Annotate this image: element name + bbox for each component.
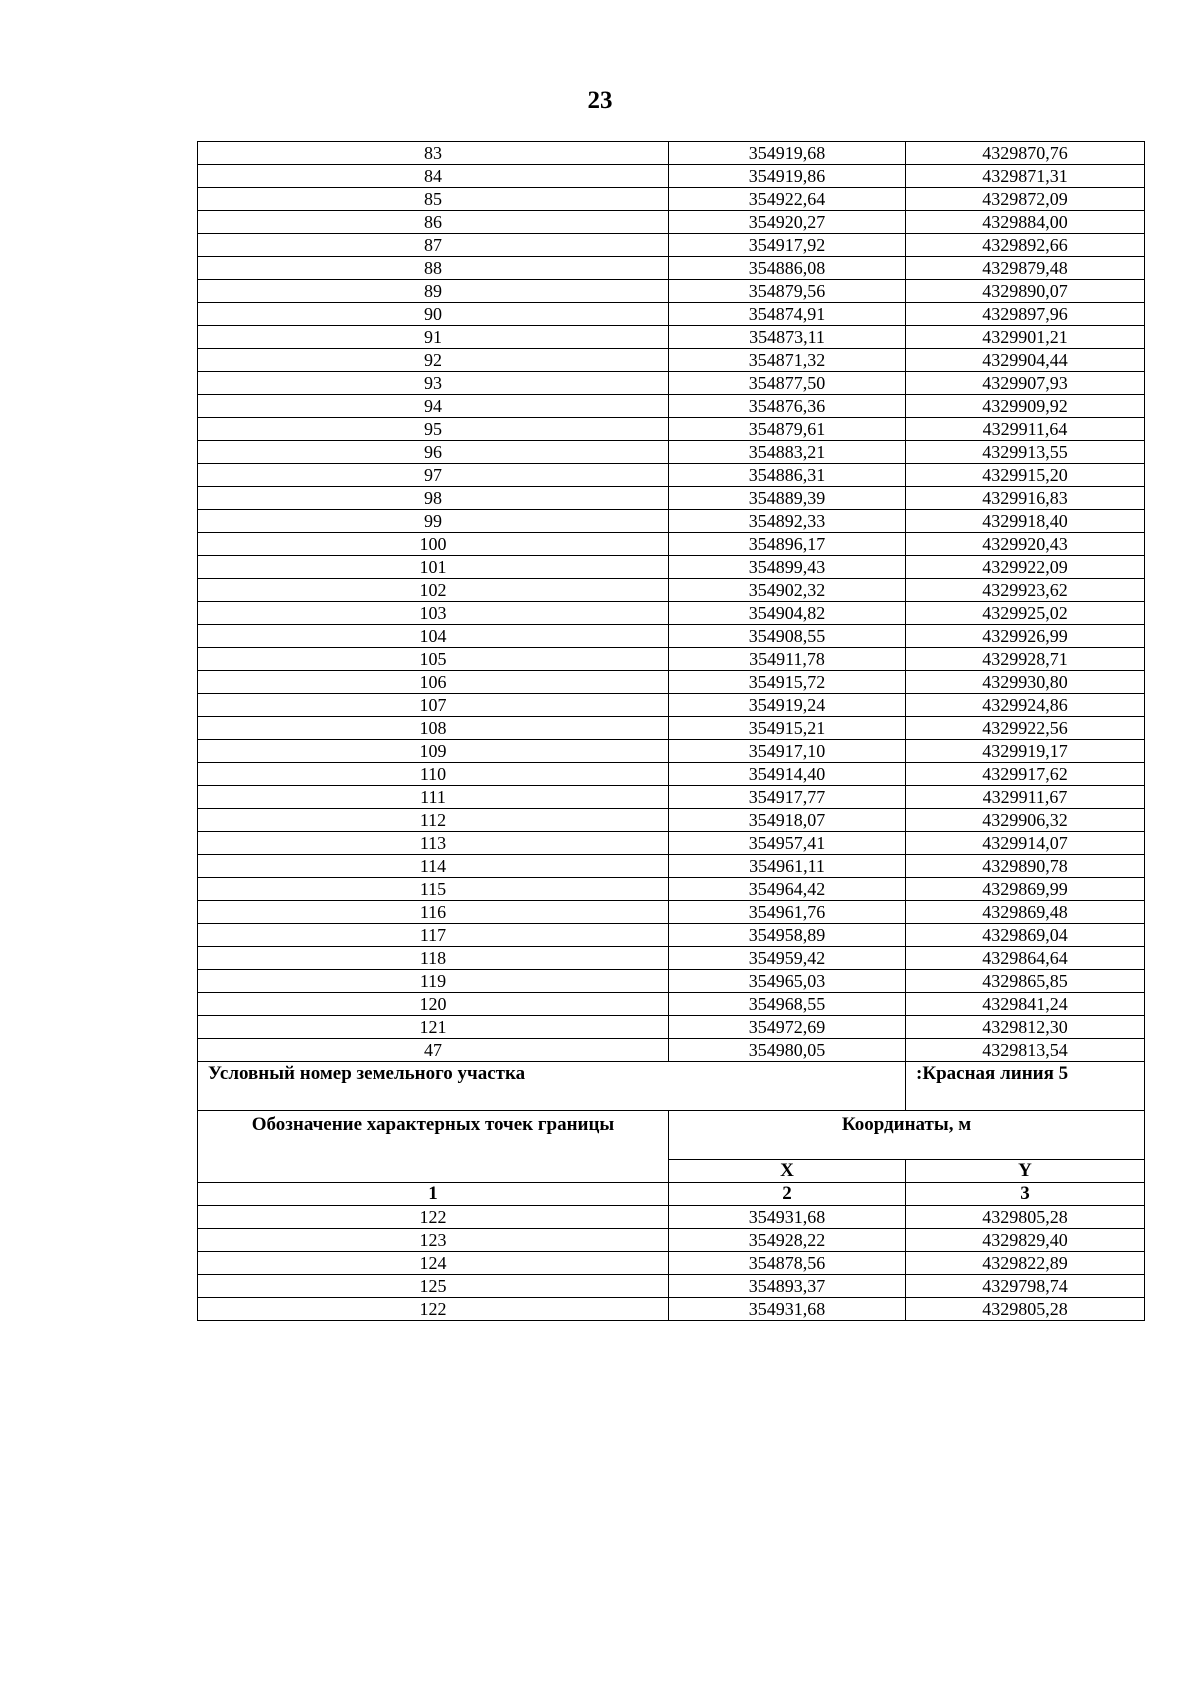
point-number-cell: 118 xyxy=(198,947,669,970)
y-coordinate-cell: 4329924,86 xyxy=(906,694,1145,717)
table-row xyxy=(198,257,1145,280)
x-coordinate-cell: 354874,91 xyxy=(669,303,906,326)
coordinates-column-header: Координаты, м xyxy=(669,1111,1145,1160)
y-coordinate-cell: 4329869,99 xyxy=(906,878,1145,901)
page-number: 23 xyxy=(587,87,613,114)
table-row xyxy=(198,464,1145,487)
table-row xyxy=(198,786,1145,809)
point-number-cell: 87 xyxy=(198,234,669,257)
point-number-cell: 95 xyxy=(198,418,669,441)
point-number-cell: 125 xyxy=(198,1275,669,1298)
y-coordinate-cell: 4329890,07 xyxy=(906,280,1145,303)
x-coordinate-cell: 354968,55 xyxy=(669,993,906,1016)
point-number-cell: 120 xyxy=(198,993,669,1016)
y-coordinate-cell: 4329926,99 xyxy=(906,625,1145,648)
column-header-row xyxy=(198,1111,1145,1160)
point-number-cell: 88 xyxy=(198,257,669,280)
table-row xyxy=(198,579,1145,602)
x-coordinate-cell: 354883,21 xyxy=(669,441,906,464)
y-coordinate-cell: 4329907,93 xyxy=(906,372,1145,395)
x-coordinate-cell: 354917,10 xyxy=(669,740,906,763)
x-coordinate-cell: 354980,05 xyxy=(669,1039,906,1062)
x-coordinate-cell: 354959,42 xyxy=(669,947,906,970)
y-coordinate-cell: 4329909,92 xyxy=(906,395,1145,418)
point-number-cell: 123 xyxy=(198,1229,669,1252)
x-coordinate-cell: 354922,64 xyxy=(669,188,906,211)
y-coordinate-cell: 4329911,67 xyxy=(906,786,1145,809)
x-coordinate-cell: 354972,69 xyxy=(669,1016,906,1039)
x-coordinate-cell: 354914,40 xyxy=(669,763,906,786)
column-number-2: 2 xyxy=(669,1183,906,1206)
table-row xyxy=(198,924,1145,947)
table-row xyxy=(198,1275,1145,1298)
point-number-cell: 122 xyxy=(198,1206,669,1229)
y-coordinate-cell: 4329822,89 xyxy=(906,1252,1145,1275)
x-coordinate-cell: 354915,21 xyxy=(669,717,906,740)
table-row xyxy=(198,1298,1145,1321)
y-coordinate-cell: 4329805,28 xyxy=(906,1206,1145,1229)
point-number-cell: 93 xyxy=(198,372,669,395)
x-coordinate-cell: 354917,77 xyxy=(669,786,906,809)
y-coordinate-cell: 4329917,62 xyxy=(906,763,1145,786)
x-coordinate-cell: 354911,78 xyxy=(669,648,906,671)
column-number-3: 3 xyxy=(906,1183,1145,1206)
point-number-cell: 108 xyxy=(198,717,669,740)
table-row xyxy=(198,441,1145,464)
x-coordinate-cell: 354961,11 xyxy=(669,855,906,878)
table-row xyxy=(198,625,1145,648)
column-number-1: 1 xyxy=(198,1183,669,1206)
y-coordinate-cell: 4329906,32 xyxy=(906,809,1145,832)
x-coordinate-cell: 354915,72 xyxy=(669,671,906,694)
y-coordinate-cell: 4329812,30 xyxy=(906,1016,1145,1039)
table-row xyxy=(198,671,1145,694)
point-number-cell: 94 xyxy=(198,395,669,418)
x-coordinate-cell: 354958,89 xyxy=(669,924,906,947)
x-coordinate-cell: 354931,68 xyxy=(669,1298,906,1321)
y-coordinate-cell: 4329897,96 xyxy=(906,303,1145,326)
table-row xyxy=(198,556,1145,579)
table-row xyxy=(198,740,1145,763)
point-number-cell: 109 xyxy=(198,740,669,763)
x-coordinate-cell: 354919,68 xyxy=(669,142,906,165)
x-coordinate-cell: 354961,76 xyxy=(669,901,906,924)
table-row xyxy=(198,694,1145,717)
point-number-cell: 105 xyxy=(198,648,669,671)
y-coordinate-cell: 4329915,20 xyxy=(906,464,1145,487)
point-number-cell: 91 xyxy=(198,326,669,349)
coordinates-rows-part-2 xyxy=(198,1206,1145,1321)
y-coordinate-cell: 4329813,54 xyxy=(906,1039,1145,1062)
x-coordinate-cell: 354886,31 xyxy=(669,464,906,487)
table-row xyxy=(198,188,1145,211)
y-column-header: Y xyxy=(906,1160,1145,1183)
table-row xyxy=(198,878,1145,901)
x-coordinate-cell: 354896,17 xyxy=(669,533,906,556)
x-coordinate-cell: 354879,61 xyxy=(669,418,906,441)
table-row xyxy=(198,510,1145,533)
x-coordinate-cell: 354919,86 xyxy=(669,165,906,188)
table-row xyxy=(198,809,1145,832)
point-number-cell: 106 xyxy=(198,671,669,694)
point-number-cell: 101 xyxy=(198,556,669,579)
x-coordinate-cell: 354886,08 xyxy=(669,257,906,280)
point-number-cell: 104 xyxy=(198,625,669,648)
y-coordinate-cell: 4329916,83 xyxy=(906,487,1145,510)
table-row xyxy=(198,602,1145,625)
x-coordinate-cell: 354931,68 xyxy=(669,1206,906,1229)
x-coordinate-cell: 354871,32 xyxy=(669,349,906,372)
y-coordinate-cell: 4329919,17 xyxy=(906,740,1145,763)
column-number-row xyxy=(198,1183,1145,1206)
point-number-cell: 113 xyxy=(198,832,669,855)
point-number-cell: 110 xyxy=(198,763,669,786)
point-number-cell: 100 xyxy=(198,533,669,556)
point-number-cell: 116 xyxy=(198,901,669,924)
point-number-cell: 83 xyxy=(198,142,669,165)
x-coordinate-cell: 354877,50 xyxy=(669,372,906,395)
point-number-cell: 99 xyxy=(198,510,669,533)
point-number-cell: 111 xyxy=(198,786,669,809)
x-coordinate-cell: 354928,22 xyxy=(669,1229,906,1252)
x-coordinate-cell: 354919,24 xyxy=(669,694,906,717)
table-row xyxy=(198,1016,1145,1039)
coordinates-rows-part-1 xyxy=(198,142,1145,1062)
y-coordinate-cell: 4329805,28 xyxy=(906,1298,1145,1321)
y-coordinate-cell: 4329892,66 xyxy=(906,234,1145,257)
table-row xyxy=(198,142,1145,165)
y-coordinate-cell: 4329922,56 xyxy=(906,717,1145,740)
y-coordinate-cell: 4329925,02 xyxy=(906,602,1145,625)
y-coordinate-cell: 4329884,00 xyxy=(906,211,1145,234)
x-coordinate-cell: 354964,42 xyxy=(669,878,906,901)
table-row xyxy=(198,533,1145,556)
table-row xyxy=(198,372,1145,395)
table-row xyxy=(198,326,1145,349)
points-column-header: Обозначение характерных точек границы xyxy=(198,1111,669,1183)
y-coordinate-cell: 4329865,85 xyxy=(906,970,1145,993)
x-coordinate-cell: 354917,92 xyxy=(669,234,906,257)
table-row xyxy=(198,418,1145,441)
y-coordinate-cell: 4329871,31 xyxy=(906,165,1145,188)
point-number-cell: 115 xyxy=(198,878,669,901)
point-number-cell: 92 xyxy=(198,349,669,372)
y-coordinate-cell: 4329920,43 xyxy=(906,533,1145,556)
table-row xyxy=(198,1206,1145,1229)
y-coordinate-cell: 4329923,62 xyxy=(906,579,1145,602)
y-coordinate-cell: 4329879,48 xyxy=(906,257,1145,280)
table-row xyxy=(198,1252,1145,1275)
point-number-cell: 119 xyxy=(198,970,669,993)
point-number-cell: 117 xyxy=(198,924,669,947)
table-row xyxy=(198,970,1145,993)
x-coordinate-cell: 354879,56 xyxy=(669,280,906,303)
parcel-number-row xyxy=(198,1062,1145,1111)
y-coordinate-cell: 4329829,40 xyxy=(906,1229,1145,1252)
table-row xyxy=(198,395,1145,418)
table-row xyxy=(198,763,1145,786)
y-coordinate-cell: 4329930,80 xyxy=(906,671,1145,694)
x-coordinate-cell: 354965,03 xyxy=(669,970,906,993)
table-row xyxy=(198,211,1145,234)
point-number-cell: 85 xyxy=(198,188,669,211)
point-number-cell: 98 xyxy=(198,487,669,510)
y-coordinate-cell: 4329869,48 xyxy=(906,901,1145,924)
parcel-number-value: :Красная линия 5 xyxy=(906,1062,1145,1111)
y-coordinate-cell: 4329890,78 xyxy=(906,855,1145,878)
x-coordinate-cell: 354899,43 xyxy=(669,556,906,579)
x-coordinate-cell: 354876,36 xyxy=(669,395,906,418)
table-row xyxy=(198,947,1145,970)
table-row xyxy=(198,487,1145,510)
table-row xyxy=(198,855,1145,878)
point-number-cell: 124 xyxy=(198,1252,669,1275)
point-number-cell: 89 xyxy=(198,280,669,303)
y-coordinate-cell: 4329864,64 xyxy=(906,947,1145,970)
y-coordinate-cell: 4329901,21 xyxy=(906,326,1145,349)
x-coordinate-cell: 354889,39 xyxy=(669,487,906,510)
y-coordinate-cell: 4329918,40 xyxy=(906,510,1145,533)
point-number-cell: 121 xyxy=(198,1016,669,1039)
table-row xyxy=(198,832,1145,855)
table-row xyxy=(198,648,1145,671)
table-row xyxy=(198,234,1145,257)
table-row xyxy=(198,1229,1145,1252)
point-number-cell: 96 xyxy=(198,441,669,464)
table-row xyxy=(198,901,1145,924)
x-coordinate-cell: 354902,32 xyxy=(669,579,906,602)
y-coordinate-cell: 4329904,44 xyxy=(906,349,1145,372)
table-row xyxy=(198,349,1145,372)
table-row xyxy=(198,993,1145,1016)
y-coordinate-cell: 4329872,09 xyxy=(906,188,1145,211)
x-coordinate-cell: 354918,07 xyxy=(669,809,906,832)
table-row xyxy=(198,303,1145,326)
x-coordinate-cell: 354892,33 xyxy=(669,510,906,533)
x-coordinate-cell: 354878,56 xyxy=(669,1252,906,1275)
y-coordinate-cell: 4329914,07 xyxy=(906,832,1145,855)
point-number-cell: 86 xyxy=(198,211,669,234)
table-row xyxy=(198,165,1145,188)
x-coordinate-cell: 354920,27 xyxy=(669,211,906,234)
y-coordinate-cell: 4329928,71 xyxy=(906,648,1145,671)
table-row xyxy=(198,1039,1145,1062)
point-number-cell: 97 xyxy=(198,464,669,487)
point-number-cell: 112 xyxy=(198,809,669,832)
point-number-cell: 103 xyxy=(198,602,669,625)
point-number-cell: 102 xyxy=(198,579,669,602)
point-number-cell: 107 xyxy=(198,694,669,717)
x-coordinate-cell: 354908,55 xyxy=(669,625,906,648)
parcel-number-label: Условный номер земельного участка xyxy=(198,1062,906,1111)
point-number-cell: 114 xyxy=(198,855,669,878)
coordinates-table xyxy=(197,141,1145,1321)
y-coordinate-cell: 4329869,04 xyxy=(906,924,1145,947)
x-coordinate-cell: 354873,11 xyxy=(669,326,906,349)
x-coordinate-cell: 354904,82 xyxy=(669,602,906,625)
x-column-header: X xyxy=(669,1160,906,1183)
x-coordinate-cell: 354957,41 xyxy=(669,832,906,855)
y-coordinate-cell: 4329922,09 xyxy=(906,556,1145,579)
table-row xyxy=(198,280,1145,303)
point-number-cell: 47 xyxy=(198,1039,669,1062)
y-coordinate-cell: 4329870,76 xyxy=(906,142,1145,165)
y-coordinate-cell: 4329911,64 xyxy=(906,418,1145,441)
section-header xyxy=(198,1062,1145,1206)
x-coordinate-cell: 354893,37 xyxy=(669,1275,906,1298)
table-row xyxy=(198,717,1145,740)
point-number-cell: 90 xyxy=(198,303,669,326)
point-number-cell: 84 xyxy=(198,165,669,188)
y-coordinate-cell: 4329841,24 xyxy=(906,993,1145,1016)
point-number-cell: 122 xyxy=(198,1298,669,1321)
y-coordinate-cell: 4329913,55 xyxy=(906,441,1145,464)
y-coordinate-cell: 4329798,74 xyxy=(906,1275,1145,1298)
